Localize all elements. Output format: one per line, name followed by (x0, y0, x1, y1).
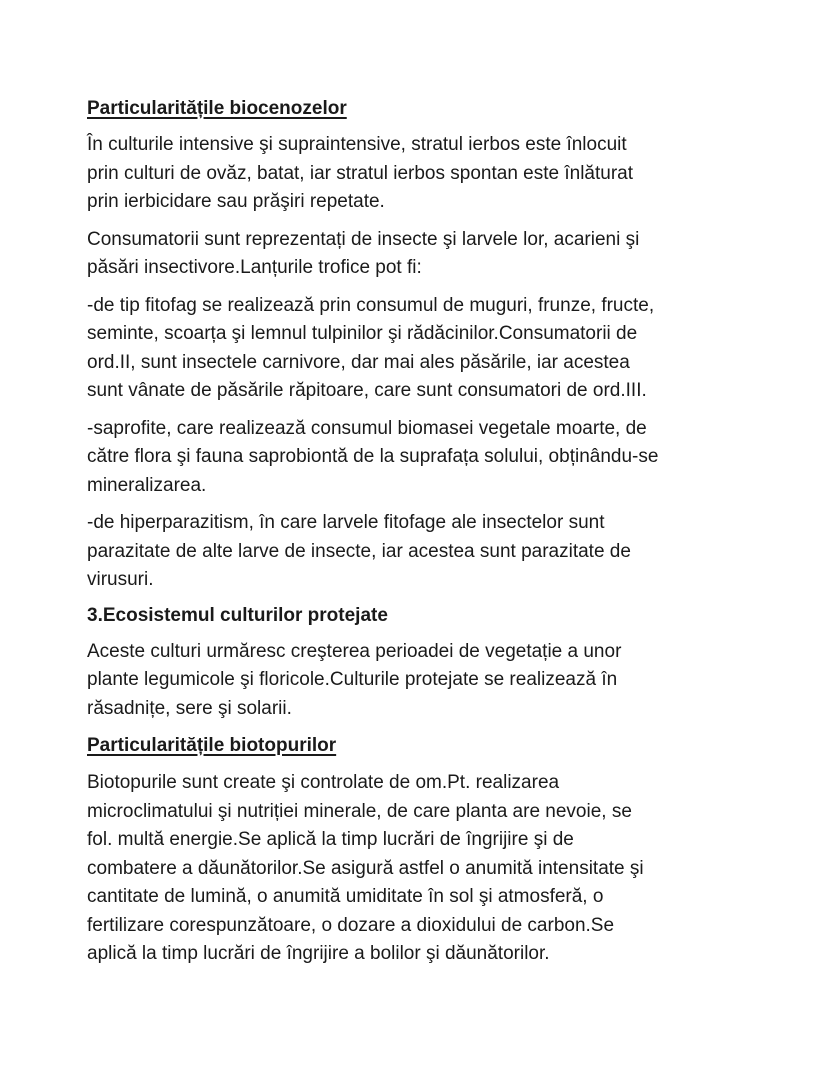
paragraph-biotopes: Biotopurile sunt create şi controlate de om.Pt. realizarea microclimatului şi nutriției minerale, de care planta are nevoie, se fol. multă energie.Se aplică la timp lucrări de îngrijire şi de combatere a dăunătorilor.Se asigură astfel o anumită intensitate şi cantitate de lumină, o anumită umiditate în sol şi atmosferă, o fertilizare corespunzătoare, o dozare a dioxidului de carbon.Se aplică la timp lucrări de îngrijire a bolilor şi dăunătorilor. (87, 772, 644, 964)
paragraph-phytophagous-chain: -de tip fitofag se realizează prin consumul de muguri, frunze, fructe, seminte, scoarța şi lemnul tulpinilor şi rădăcinilor.Consumatorii de ord.II, sunt insectele carnivore, dar mai ales păsările, iar acestea sunt vânate de păsările răpitoare, care sunt consumatori de ord.III. (87, 294, 655, 401)
paragraph-hyperparasitism-chain: -de hiperparazitism, în care larvele fitofage ale insectelor sunt parazitate de alte larve de insecte, iar acestea sunt parazitate de virusuri. (87, 512, 631, 590)
paragraph-protected-cultures: Aceste culturi urmăresc creşterea perioadei de vegetație a unor plante legumicole şi floricole.Culturile protejate se realizează în răsadnițe, sere şi solarii. (87, 640, 622, 719)
section-heading-biocenoze: Particularitățile biocenozelor (87, 98, 347, 119)
document-page (87, 95, 777, 969)
paragraph-consumers: Consumatorii sunt reprezentați de insecte şi larvele lor, acarieni şi păsări insectivore.Lanțurile trofice pot fi: (87, 228, 640, 278)
paragraph-saprophyte-chain: -saprofite, care realizează consumul biomasei vegetale moarte, de către flora şi fauna saprobiontă de la suprafața solului, obținându-se mineralizarea. (87, 417, 659, 496)
paragraph-intensive-cultures: În culturile intensive şi supraintensive, stratul ierbos este înlocuit prin culturi de ovăz, batat, iar stratul ierbos spontan este înlăturat prin ierbicidare sau prăşiri repetate. (87, 134, 634, 212)
section-heading-ecosistem: 3.Ecosistemul culturilor protejate (87, 604, 388, 626)
section-heading-biotop: Particularitățile biotopurilor (87, 735, 337, 756)
